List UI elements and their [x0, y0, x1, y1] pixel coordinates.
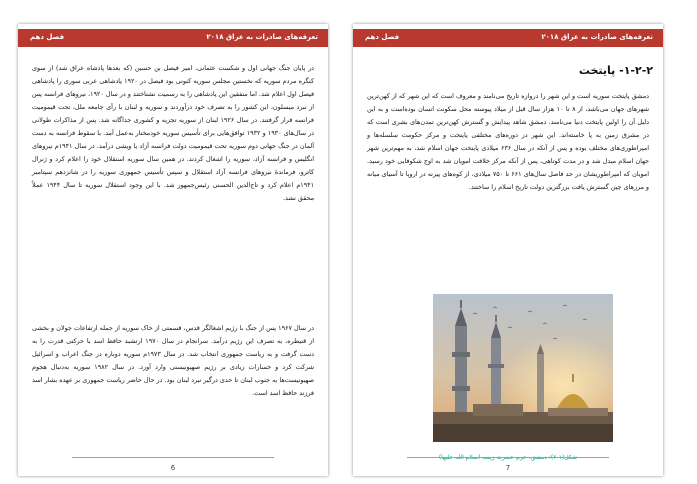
figure-caption: شکل(۱-۲): دمشق، حرم حضرت زینب (سلام الله علیها): [438, 454, 578, 461]
page-header: [18, 29, 328, 47]
header-chapter: فصل دهم: [30, 33, 65, 41]
footer-rule: [72, 457, 274, 458]
page-right: [353, 24, 663, 476]
paragraph-2: در سال ۱۹۶۷ پس از جنگ با رژیم اشغالگر قدس، قسمتی از خاک سوریه از جمله ارتفاعات جولان و بخشی از قنیطره، به تصرف این رژیم درآمد. سرانجام در سال ۱۹۷۰ ارتشبد حافظ اسد با حرکتی قدرت را به دست گرفت و به ریاست جمهوری انتخاب شد. در سال ۱۹۷۳م سوریه دوباره در جنگ اعراب و اسرائیل شرکت کرد و خسارات زیادی بر رژیم صهیونیستی وارد آورد. در سال ۱۹۸۲ سوریه به‌دنبال هجوم صهیونیست‌ها به جنوب لبنان تا حدی درگیر نبرد لبنان بود. در حال حاضر ریاست جمهوری بر عهده بشار اسد فرزند حافظ اسد است.: [32, 324, 315, 397]
header-title: تعرفه‌های صادرات به عراق ۲۰۱۸: [541, 33, 653, 41]
page-number: 7: [505, 464, 511, 472]
footer-rule: [407, 457, 609, 458]
header-title: تعرفه‌های صادرات به عراق ۲۰۱۸: [206, 33, 318, 41]
page-number: 6: [170, 464, 176, 472]
section-title: ۱-۲-۲- پایتخت: [578, 64, 653, 77]
mosque-photo: [433, 294, 613, 442]
paragraph-1: دمشق پایتخت سوریه است و این شهر را دروازه تاریخ می‌نامند و معروف است که این شهر که از کهن‌ترین شهرهای جهان می‌باشد، از ۸ تا ۱۰ هزار سال قبل از میلاد پیوسته محل سکونت انسان بوده‌است و به این دلیل آن را اولین پایتخت دنیا می‌نامند. دمشق شاهد پیدایش و گسترش کهن‌ترین تمدن‌های بشری است که در مشرق زمین به پا خاسته‌اند. این شهر در دوره‌های مختلفی پایتخت و مرکز حکومت سلسله‌ها و امپراطوری‌های مختلف بوده و پس از آنکه در سال ۶۳۶ میلادی پایتخت جهان اسلام شد، به مهم‌ترین شهر جهان اسلام مبدل شد و در مدت کوتاهی، پس از آنکه مرکز خلافت امویان شد به اوج شکوفایی خود رسید. امویان که امپراطوریشان در حد فاصل سال‌های ۶۶۱ تا ۷۵۰ میلادی، از کوه‌های پیرنه در اروپا تا آسیای میانه و مرزهای چین گسترش یافت بزرگترین دولت تاریخ اسلام را ساختند.: [367, 92, 650, 191]
paragraph-1: در پایان جنگ جهانی اول و شکست عثمانی، امیر فیصل بن حسین (که بعدها پادشاه عراق شد) از سوی کنگره مردم سوریه که نخستین مجلس سوریه کنونی بود فیصل در ۱۹۲۰ پادشاهی عربی سوری را پادشاهی فیصل اول اعلام شد. اما متفقین این پادشاهی را به رسمیت نشناختند و در سال ۱۹۲۰، نیروهای فرانسه پس از نبرد میسلون، این کشور را به تصرف خود درآوردند و سوریه و لبنان با رأی جامعه ملل، تحت قیمومیت فرانسه قرار گرفتند. در سال ۱۹۲۶ لبنان از سوریه تجزیه و کشوری جداگانه شد. پس از مذاکرات طولانی در سال‌های ۱۹۳۰ و ۱۹۳۲ توافق‌هایی برای تأسیس سوریه خودمختار به‌عمل آمد. با سقوط فرانسه به دست آلمان در جنگ جهانی دوم سوریه تحت قیمومیت دولت فرانسه آزاد یا ویشی درآمد. در سال ۱۹۴۱م نیروهای انگلیس و فرانسه آزاد، سوریه را اشغال کردند. در همین سال سوریه استقلال خود را اعلام کرد و ژنرال کاترو، فرماندهٔ نیروهای فرانسه آزاد استقلال و سپس تأسیس جمهوری سوریه را در شانزدهم سپتامبر ۱۹۴۱م اعلام کرد و تاج‌الدین الحسنی رئیس‌جمهور شد. با این وجود استقلال سوریه تا سال ۱۹۴۴ عملاً محقق نشد.: [32, 64, 315, 202]
page-header: [353, 29, 663, 47]
header-chapter: فصل دهم: [365, 33, 400, 41]
page-left: [18, 24, 328, 476]
